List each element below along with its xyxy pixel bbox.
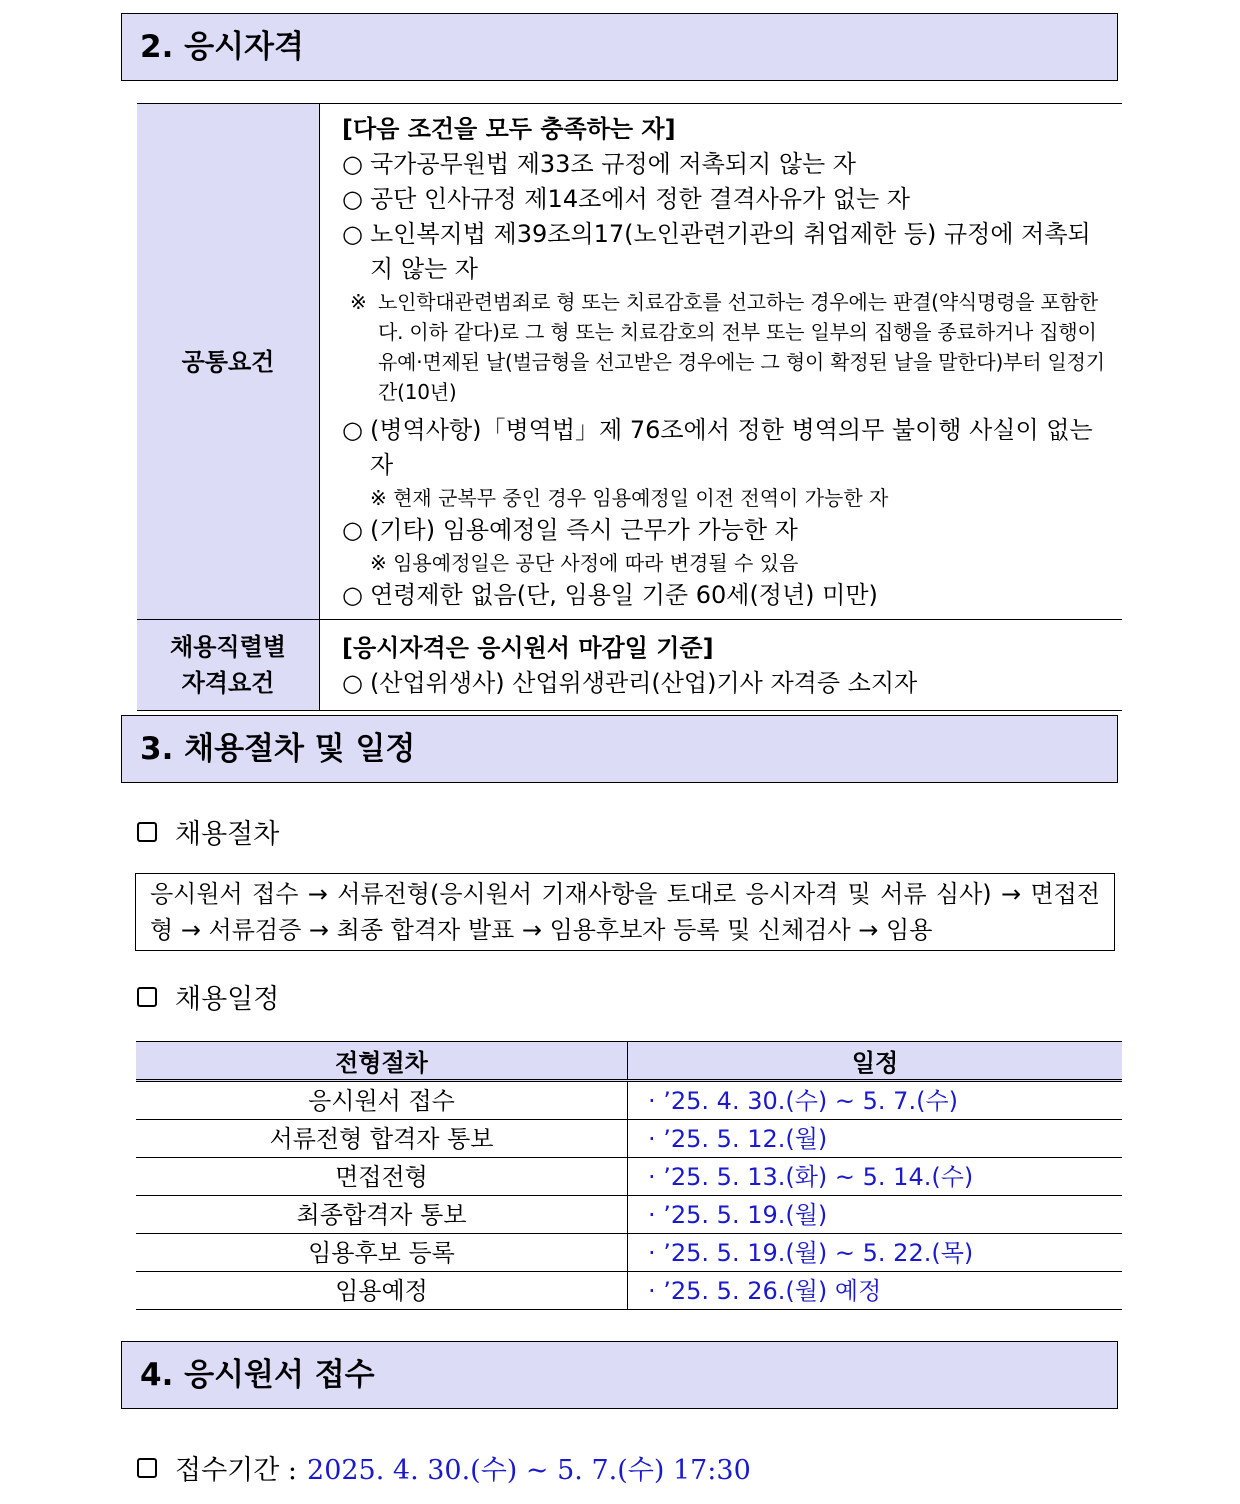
- reference-mark-icon: ※: [350, 290, 367, 314]
- process-flow-box: 응시원서 접수 → 서류전형(응시원서 기재사항을 토대로 응시자격 및 서류 심사) → 면접전형 → 서류검증 → 최종 합격자 발표 → 임용후보자 등록 및 신체검사 → 임용: [135, 873, 1115, 951]
- period-label: 접수기간 :: [175, 1455, 298, 1486]
- schedule-subtitle: 채용일정: [137, 977, 279, 1016]
- section-3-header: [121, 715, 1118, 783]
- job-condition-heading: [응시자격은 응시원서 마감일 기준]: [342, 634, 714, 662]
- schedule-header-step: 전형절차: [136, 1042, 628, 1081]
- section-4-title: 4. 응시원서 접수: [140, 1357, 375, 1393]
- process-subtitle: 채용절차: [137, 812, 279, 851]
- job-requirements-row: [137, 620, 1122, 711]
- list-item: ○ 노인복지법 제39조의17(노인관련기관의 취업제한 등) 규정에 저촉되지 않는 자: [342, 217, 1112, 287]
- table-row: 임용후보 등록 · ’25. 5. 19.(월) ~ 5. 22.(목): [136, 1234, 1122, 1272]
- period-value: 2025. 4. 30.(수) ~ 5. 7.(수) 17:30: [307, 1455, 751, 1486]
- schedule-header-date: 일정: [628, 1042, 1123, 1081]
- other-note: ※ 임용예정일은 공단 사정에 따라 변경될 수 있음: [370, 551, 799, 575]
- list-item: ○ 국가공무원법 제33조 규정에 저촉되지 않는 자: [342, 147, 1112, 182]
- square-bullet-icon: [137, 1458, 157, 1478]
- schedule-header-row: [136, 1042, 1122, 1081]
- square-bullet-icon: [137, 987, 157, 1007]
- list-item: ○ (병역사항)「병역법」제 76조에서 정한 병역의무 불이행 사실이 없는 자: [342, 413, 1112, 483]
- square-bullet-icon: [137, 822, 157, 842]
- section-2-title: 2. 응시자격: [140, 29, 304, 65]
- table-row: 응시원서 접수 · ’25. 4. 30.(수) ~ 5. 7.(수): [136, 1081, 1122, 1120]
- common-requirements-content: [320, 104, 1123, 620]
- job-requirements-label: 채용직렬별 자격요건: [137, 620, 320, 711]
- circle-bullet-icon: ○: [342, 220, 363, 248]
- table-row: 면접전형 · ’25. 5. 13.(화) ~ 5. 14.(수): [136, 1158, 1122, 1196]
- table-row: 임용예정 · ’25. 5. 26.(월) 예정: [136, 1272, 1122, 1310]
- circle-bullet-icon: ○: [342, 150, 363, 178]
- list-item: ○ 연령제한 없음(단, 임용일 기준 60세(정년) 미만): [342, 578, 1112, 613]
- qualification-table: [137, 103, 1122, 711]
- common-requirements-row: [137, 104, 1122, 620]
- common-requirements-label: 공통요건: [137, 104, 320, 620]
- table-row: 최종합격자 통보 · ’25. 5. 19.(월): [136, 1196, 1122, 1234]
- military-note: ※ 현재 군복무 중인 경우 임용예정일 이전 전역이 가능한 자: [370, 486, 889, 510]
- list-item: ○ 공단 인사규정 제14조에서 정한 결격사유가 없는 자: [342, 182, 1112, 217]
- table-row: 서류전형 합격자 통보 · ’25. 5. 12.(월): [136, 1120, 1122, 1158]
- condition-heading: [다음 조건을 모두 충족하는 자]: [342, 115, 676, 143]
- circle-bullet-icon: ○: [342, 669, 363, 697]
- list-item: ○ (산업위생사) 산업위생관리(산업)기사 자격증 소지자: [342, 666, 1112, 701]
- application-period: [137, 1448, 751, 1487]
- schedule-table: [136, 1041, 1122, 1310]
- circle-bullet-icon: ○: [342, 416, 363, 444]
- job-requirements-content: [320, 620, 1123, 711]
- section-2-header: [121, 13, 1118, 81]
- list-item: ○ (기타) 임용예정일 즉시 근무가 가능한 자: [342, 513, 1112, 548]
- circle-bullet-icon: ○: [342, 185, 363, 213]
- circle-bullet-icon: ○: [342, 581, 363, 609]
- circle-bullet-icon: ○: [342, 516, 363, 544]
- section-4-header: [121, 1341, 1118, 1409]
- section-3-title: 3. 채용절차 및 일정: [140, 731, 416, 767]
- abuse-crime-note: ※ 노인학대관련범죄로 형 또는 치료감호를 선고하는 경우에는 판결(약식명령을 포함한다. 이하 같다)로 그 형 또는 치료감호의 전부 또는 일부의 집행을 종료하거나 집행이 유예·면제된 날(벌금형을 선고받은 경우에는 그 형이 확정된 날을 말한다)부터 일정기간(10년): [342, 287, 1112, 407]
